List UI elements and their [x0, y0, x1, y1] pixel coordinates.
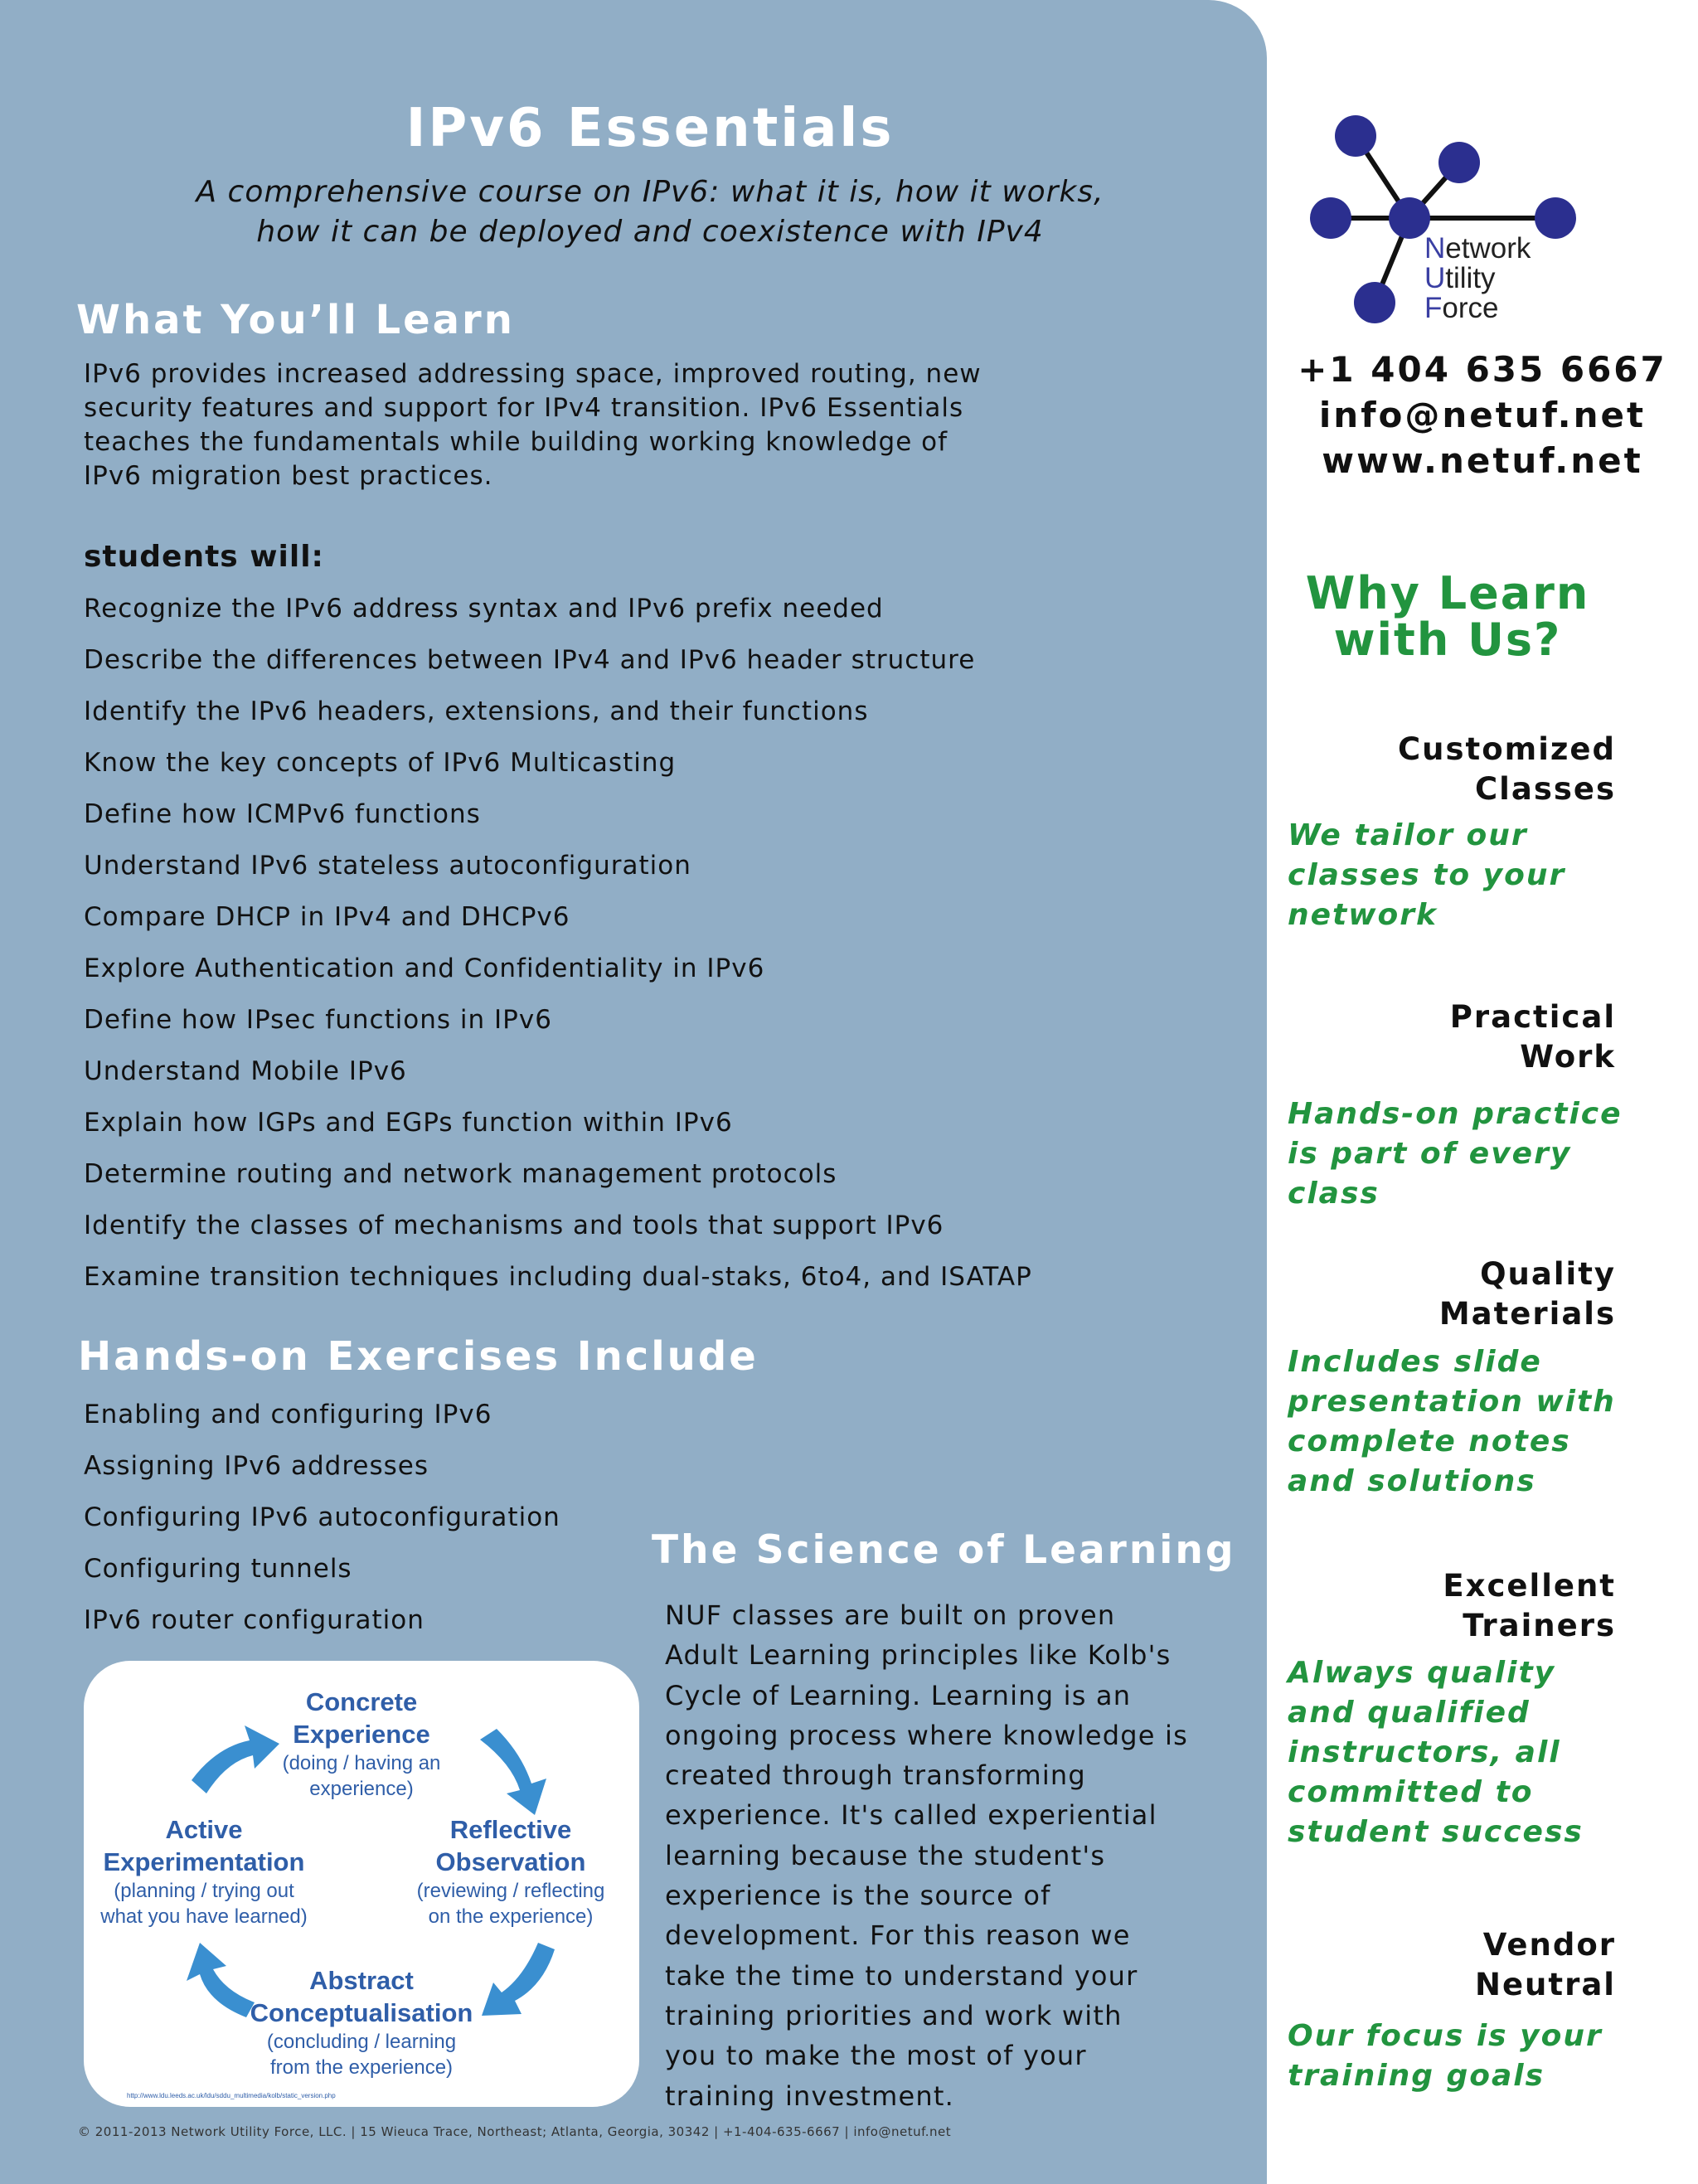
- list-item: Identify the IPv6 headers, extensions, and their functions: [84, 696, 869, 726]
- list-item: Determine routing and network management protocols: [84, 1159, 837, 1189]
- learning-objectives-list: [84, 592, 1032, 1312]
- list-item: Identify the classes of mechanisms and tools that support IPv6: [84, 1211, 944, 1240]
- logo-wordmark: [1424, 234, 1531, 323]
- page-subtitle: [0, 172, 1300, 252]
- kolb-stage-title: Experience: [293, 1720, 430, 1749]
- nuf-logo: [1302, 108, 1600, 332]
- kolb-stage-title: Concrete: [305, 1687, 418, 1716]
- kolb-stage-title: Active: [165, 1815, 243, 1844]
- science-line: development. For this reason we: [665, 1919, 1131, 1952]
- logo-line: Utility: [1424, 262, 1496, 294]
- feature-heading: Customized Classes: [1398, 731, 1616, 807]
- list-item: Configuring tunnels: [84, 1554, 352, 1584]
- kolb-cycle-diagram: [84, 1661, 639, 2107]
- list-item: Examine transition techniques including dual-staks, 6to4, and ISATAP: [84, 1262, 1032, 1292]
- feature-heading: Quality Materials: [1438, 1256, 1616, 1332]
- list-item: Explore Authentication and Confidentiality in IPv6: [84, 954, 765, 983]
- intro-line: security features and support for IPv4 transition. IPv6 Essentials: [84, 393, 964, 423]
- feature-description: Includes slide presentation with complete notes and solutions: [1288, 1345, 1616, 1498]
- contact-phone[interactable]: +1 404 635 6667: [1298, 349, 1667, 390]
- science-line: learning because the student's: [665, 1839, 1106, 1871]
- intro-line: teaches the fundamentals while building working knowledge of: [84, 427, 948, 457]
- science-line: ongoing process where knowledge is: [665, 1719, 1188, 1751]
- logo-line: Force: [1424, 292, 1499, 324]
- list-item: Configuring IPv6 autoconfiguration: [84, 1502, 560, 1532]
- science-line: created through transforming: [665, 1759, 1086, 1792]
- list-item: Understand Mobile IPv6: [84, 1056, 407, 1086]
- science-line: training priorities and work with: [665, 1999, 1123, 2031]
- kolb-stage-abstract-conceptualisation: [225, 1964, 498, 2080]
- exercises-list: [84, 1398, 560, 1655]
- kolb-stage-title: Conceptualisation: [250, 1998, 473, 2027]
- kolb-stage-desc: on the experience): [428, 1905, 594, 1928]
- feature-heading: Vendor Neutral: [1475, 1927, 1616, 2002]
- science-line: Adult Learning principles like Kolb's: [665, 1639, 1172, 1672]
- science-line: experience is the source of: [665, 1880, 1051, 1912]
- list-item: Enabling and configuring IPv6: [84, 1400, 492, 1429]
- subtitle-line: A comprehensive course on IPv6: what it is, how it works,: [196, 175, 1104, 209]
- contact-website[interactable]: www.netuf.net: [1322, 440, 1643, 481]
- kolb-stage-desc: experience): [309, 1778, 414, 1800]
- kolb-stage-concrete-experience: [237, 1686, 486, 1802]
- kolb-stage-title: Abstract: [309, 1966, 414, 1995]
- page-title: IPv6 Essentials: [405, 98, 895, 159]
- intro-line: IPv6 migration best practices.: [84, 461, 493, 491]
- science-line: Cycle of Learning. Learning is an: [665, 1679, 1132, 1711]
- feature-description: We tailor our classes to your network: [1288, 818, 1566, 932]
- science-line: NUF classes are built on proven: [665, 1599, 1116, 1631]
- intro-line: IPv6 provides increased addressing space, improved routing, new: [84, 359, 982, 389]
- list-item: Define how ICMPv6 functions: [84, 799, 481, 829]
- kolb-stage-desc: what you have learned): [100, 1905, 308, 1928]
- kolb-stage-title: Experimentation: [103, 1847, 305, 1876]
- learn-heading: What You’ll Learn: [76, 297, 515, 343]
- list-item: Know the key concepts of IPv6 Multicasting: [84, 748, 677, 778]
- why-line: with Us?: [1333, 614, 1562, 666]
- list-item: Compare DHCP in IPv4 and DHCPv6: [84, 902, 570, 932]
- science-body: [665, 1595, 1188, 2116]
- science-line: take the time to understand your: [665, 1959, 1138, 1992]
- feature-description: Hands-on practice is part of every class: [1288, 1097, 1623, 1211]
- science-line: training investment.: [665, 2080, 955, 2112]
- list-item: Explain how IGPs and EGPs function within IPv6: [84, 1108, 733, 1138]
- list-item: Describe the differences between IPv4 and IPv6 header structure: [84, 645, 976, 675]
- kolb-source-url: http://www.ldu.leeds.ac.uk/ldu/sddu_multimedia/kolb/static_version.php: [127, 2092, 336, 2099]
- kolb-stage-desc: (reviewing / reflecting: [416, 1880, 605, 1902]
- exercises-heading: Hands-on Exercises Include: [78, 1333, 759, 1380]
- feature-heading: Practical Work: [1449, 999, 1616, 1075]
- logo-line: Network: [1424, 232, 1531, 265]
- kolb-stage-active-experimentation: [92, 1813, 316, 1929]
- feature-heading: Excellent Trainers: [1443, 1568, 1616, 1643]
- science-heading: The Science of Learning: [652, 1527, 1236, 1573]
- why-line: Why Learn: [1305, 567, 1590, 619]
- kolb-stage-desc: from the experience): [269, 2056, 454, 2079]
- list-item: IPv6 router configuration: [84, 1605, 424, 1635]
- kolb-stage-title: Observation: [435, 1847, 586, 1876]
- footer-copyright: © 2011-2013 Network Utility Force, LLC. | 15 Wieuca Trace, Northeast; Atlanta, Georgia, 30342 | +1-404-635-6667 | info@netuf.net: [78, 2124, 952, 2139]
- kolb-stage-reflective-observation: [399, 1813, 623, 1929]
- why-learn-heading: [1267, 567, 1628, 666]
- list-item: Recognize the IPv6 address syntax and IPv6 prefix needed: [84, 594, 884, 624]
- list-item: Define how IPsec functions in IPv6: [84, 1005, 552, 1035]
- kolb-stage-desc: (doing / having an: [282, 1752, 441, 1774]
- arrow-icon: [480, 1729, 546, 1815]
- feature-description: Always quality and qualified instructors, all committed to student success: [1288, 1656, 1584, 1849]
- kolb-stage-desc: (planning / trying out: [114, 1880, 294, 1902]
- feature-description: Our focus is your training goals: [1288, 2019, 1603, 2093]
- science-line: experience. It's called experiential: [665, 1799, 1157, 1832]
- students-will-label: students will:: [84, 540, 324, 574]
- contact-email[interactable]: info@netuf.net: [1318, 395, 1647, 435]
- subtitle-line: how it can be deployed and coexistence with IPv4: [256, 215, 1044, 249]
- kolb-stage-title: Reflective: [449, 1815, 572, 1844]
- kolb-stage-desc: (concluding / learning: [266, 2031, 457, 2053]
- list-item: Assigning IPv6 addresses: [84, 1451, 429, 1481]
- list-item: Understand IPv6 stateless autoconfiguration: [84, 851, 691, 881]
- learn-intro: [84, 357, 982, 493]
- science-line: you to make the most of your: [665, 2040, 1087, 2072]
